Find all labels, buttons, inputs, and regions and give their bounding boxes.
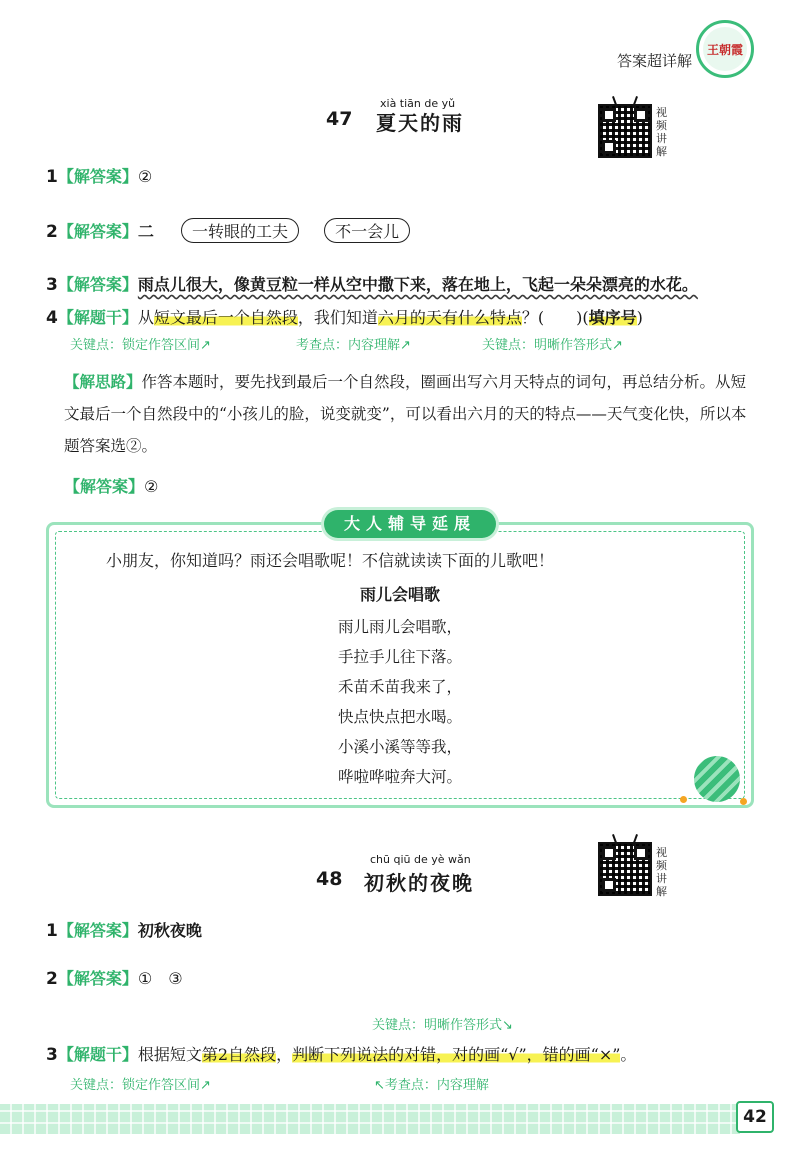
note-key-range: 关键点：锁定作答区间↗ xyxy=(70,338,211,353)
decorative-dot xyxy=(680,796,687,803)
note-key-range-48: 关键点：锁定作答区间↗ xyxy=(70,1078,211,1093)
lesson-48-number: 48 xyxy=(316,868,343,890)
qr-code-48[interactable] xyxy=(598,842,652,896)
lesson-47-title: 夏天的雨 xyxy=(376,111,464,135)
answer-line-48-1: 1【解答案】初秋夜晚 xyxy=(46,921,202,941)
decorative-ball xyxy=(694,756,740,802)
answer-oval-2: 不一会儿 xyxy=(324,218,410,243)
answer-line-2: 2【解答案】二 一转眼的工夫 不一会儿 xyxy=(46,218,410,243)
footer-band xyxy=(0,1104,740,1134)
lesson-48-pinyin: chū qiū de yè wǎn xyxy=(370,853,471,866)
reasoning-paragraph: 【解思路】作答本题时，要先找到最后一个自然段，圈画出写六月天特点的词句，再总结分析。从短文最后一个自然段中的“小孩儿的脸，说变就变”，可以看出六月的天的特点——天气变化快，所以本题答案选②。 xyxy=(64,373,747,455)
logo-text: 王朝霞 xyxy=(706,42,743,57)
poem-line: 禾苗禾苗我来了， xyxy=(337,678,462,696)
answer-line-4: 【解答案】② xyxy=(64,477,159,496)
decorative-dot xyxy=(740,798,747,805)
poem-line: 哗啦哗啦奔大河。 xyxy=(337,768,462,786)
poem-line: 小溪小溪等等我， xyxy=(337,738,462,756)
answer-line-3: 3【解答案】雨点儿很大，像黄豆粒一样从空中撒下来，落在地上，飞起一朵朵漂亮的水花。 xyxy=(46,275,698,295)
poem-title: 雨儿会唱歌 xyxy=(359,585,440,604)
qr-code-47[interactable] xyxy=(598,104,652,158)
video-label-48: 视 频 讲 解 xyxy=(656,846,667,898)
video-label-47: 视 频 讲 解 xyxy=(656,106,667,158)
page-number: 42 xyxy=(736,1101,774,1133)
note-answer-form-48: 关键点：明晰作答形式↘ xyxy=(372,1018,513,1033)
answer-oval-1: 一转眼的工夫 xyxy=(181,218,299,243)
note-answer-form: 关键点：明晰作答形式↗ xyxy=(482,338,623,353)
answer-line-48-2: 2【解答案】① ③ xyxy=(46,969,183,989)
lesson-47-number: 47 xyxy=(326,108,353,130)
note-content-check-48: ↖考查点：内容理解 xyxy=(374,1078,489,1093)
publisher-logo xyxy=(696,20,754,78)
poem-line: 雨儿雨儿会唱歌， xyxy=(337,618,462,636)
question-stem-48-3: 3【解题干】根据短文第2自然段，判断下列说法的对错，对的画“√”，错的画“×”。 xyxy=(46,1045,637,1065)
answer-line-1: 1【解答案】② xyxy=(46,167,153,187)
lesson-47-pinyin: xià tiān de yǔ xyxy=(380,97,456,110)
extension-intro: 小朋友，你知道吗？雨还会唱歌呢！不信就读读下面的儿歌吧！ xyxy=(106,551,555,570)
lesson-48-title: 初秋的夜晚 xyxy=(364,871,474,895)
extension-title: 大人辅导延展 xyxy=(324,510,496,538)
header-label: 答案超详解 xyxy=(616,52,692,70)
note-content-check: 考查点：内容理解↗ xyxy=(296,338,411,353)
poem-body xyxy=(0,612,800,792)
poem-line: 快点快点把水喝。 xyxy=(337,708,462,726)
question-stem-4: 4【解题干】从短文最后一个自然段，我们知道六月的天有什么特点？( )(填序号) xyxy=(46,308,643,328)
poem-line: 手拉手儿往下落。 xyxy=(337,648,462,666)
